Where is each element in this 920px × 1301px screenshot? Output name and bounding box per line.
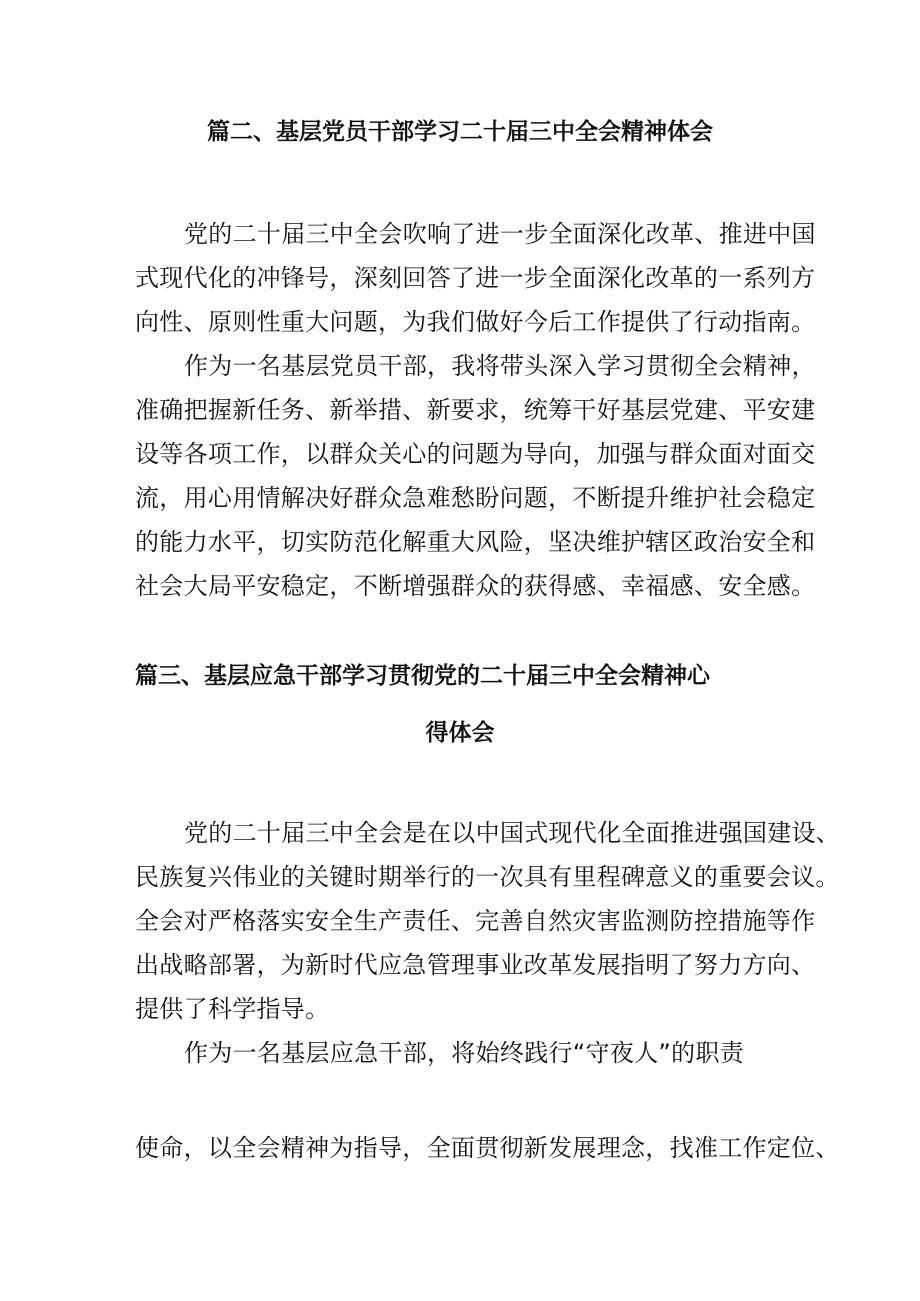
text-line: 民族复兴伟业的关键时期举行的一次具有里程碑意义的重要会议。 bbox=[135, 863, 840, 891]
text-line: 的能力水平，切实防范化解重大风险，坚决维护辖区政治安全和 bbox=[135, 528, 816, 556]
text-line: 全会对严格落实安全生产责任、完善自然灾害监测防控措施等作 bbox=[135, 907, 816, 935]
section3-title-line1: 篇三、基层应急干部学习贯彻党的二十届三中全会精神心 bbox=[135, 663, 710, 689]
text-line: 提供了科学指导。 bbox=[135, 995, 330, 1023]
text-line: 流，用心用情解决好群众急难愁盼问题，不断提升维护社会稳定 bbox=[135, 484, 816, 512]
section3-title-line2: 得体会 bbox=[425, 720, 495, 746]
text-line: 出战略部署，为新时代应急管理事业改革发展指明了努力方向、 bbox=[135, 951, 816, 979]
text-line: 向性、原则性重大问题，为我们做好今后工作提供了行动指南。 bbox=[135, 308, 816, 336]
text-line: 式现代化的冲锋号，深刻回答了进一步全面深化改革的一系列方 bbox=[135, 264, 816, 292]
text-line: 社会大局平安稳定，不断增强群众的获得感、幸福感、安全感。 bbox=[135, 572, 816, 600]
section2-title: 篇二、基层党员干部学习二十届三中全会精神体会 bbox=[207, 119, 713, 145]
text-line: 党的二十届三中全会吹响了进一步全面深化改革、推进中国 bbox=[184, 220, 816, 248]
text-line: 作为一名基层应急干部，将始终践行“守夜人”的职责 bbox=[184, 1039, 745, 1067]
text-line: 党的二十届三中全会是在以中国式现代化全面推进强国建设、 bbox=[184, 819, 841, 847]
text-line: 准确把握新任务、新举措、新要求，统筹干好基层党建、平安建 bbox=[135, 396, 816, 424]
text-line: 使命，以全会精神为指导，全面贯彻新发展理念，找准工作定位、 bbox=[135, 1134, 840, 1162]
text-line: 设等各项工作，以群众关心的问题为导向，加强与群众面对面交 bbox=[135, 440, 816, 468]
text-line: 作为一名基层党员干部，我将带头深入学习贯彻全会精神， bbox=[184, 352, 816, 380]
